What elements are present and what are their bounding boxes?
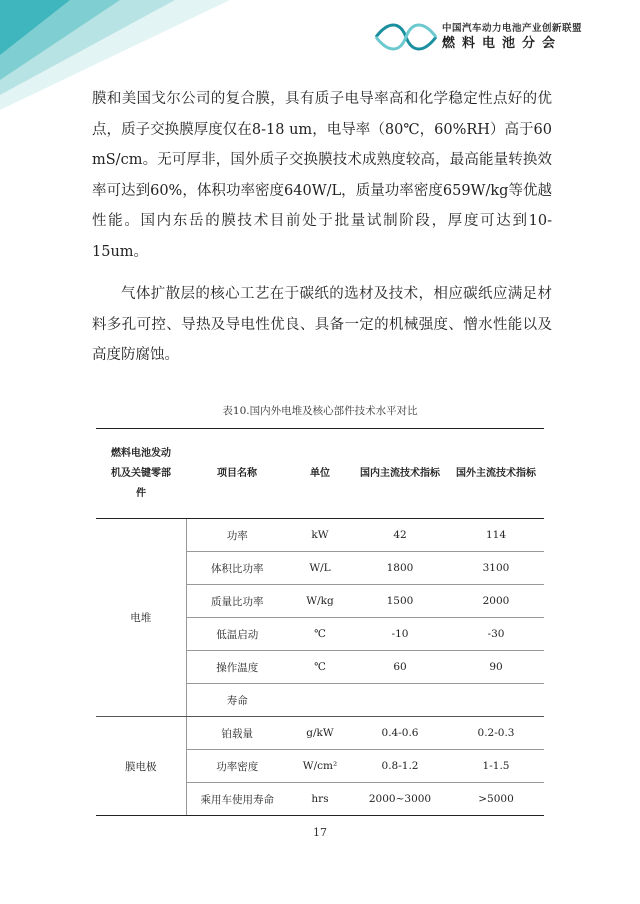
foreign-cell: 0.2-0.3 <box>448 717 544 750</box>
item-cell: 铂载量 <box>186 717 288 750</box>
item-cell: 寿命 <box>186 684 288 717</box>
logo-mark-icon <box>374 23 438 51</box>
foreign-cell: 1-1.5 <box>448 750 544 783</box>
foreign-cell: 90 <box>448 651 544 684</box>
org-name: 中国汽车动力电池产业创新联盟 <box>441 23 582 34</box>
domestic-cell: 1800 <box>352 552 448 585</box>
table-row <box>96 717 544 750</box>
item-cell: 功率密度 <box>186 750 288 783</box>
domestic-cell: 60 <box>352 651 448 684</box>
item-cell: 低温启动 <box>186 618 288 651</box>
domestic-cell: -10 <box>352 618 448 651</box>
org-branch: 燃料电池分会 <box>441 36 562 51</box>
item-cell: 体积比功率 <box>186 552 288 585</box>
group-name: 膜电极 <box>96 717 186 816</box>
header-domestic: 国内主流技术指标 <box>352 429 448 519</box>
unit-cell: W/L <box>288 552 352 585</box>
foreign-cell: 3100 <box>448 552 544 585</box>
unit-cell: g/kW <box>288 717 352 750</box>
domestic-cell: 0.4-0.6 <box>352 717 448 750</box>
unit-cell: hrs <box>288 783 352 816</box>
header-foreign: 国外主流技术指标 <box>448 429 544 519</box>
alliance-logo <box>374 22 582 52</box>
foreign-cell <box>448 684 544 717</box>
item-cell: 质量比功率 <box>186 585 288 618</box>
domestic-cell: 1500 <box>352 585 448 618</box>
paragraph-membrane: 膜和美国戈尔公司的复合膜，具有质子电导率高和化学稳定性点好的优点，质子交换膜厚度仅在8-18 um，电导率（80℃，60%RH）高于60 mS/cm。无可厚非，国外质子交换膜技术成熟度较高，最高能量转换效率可达到60%，体积功率密度640W/L，质量功率密度659W/kg等优越性能。国内东岳的膜技术目前处于批量试制阶段，厚度可达到10-15um。 <box>92 91 552 260</box>
header-unit: 单位 <box>288 429 352 519</box>
unit-cell: kW <box>288 519 352 552</box>
unit-cell: W/cm² <box>288 750 352 783</box>
header-component: 燃料电池发动机及关键零部件 <box>96 429 186 519</box>
page-number: 17 <box>313 826 327 839</box>
group-name: 电堆 <box>96 519 186 717</box>
domestic-cell: 0.8-1.2 <box>352 750 448 783</box>
foreign-cell: >5000 <box>448 783 544 816</box>
foreign-cell: 114 <box>448 519 544 552</box>
foreign-cell: -30 <box>448 618 544 651</box>
unit-cell: W/kg <box>288 585 352 618</box>
domestic-cell: 42 <box>352 519 448 552</box>
body-text <box>92 84 552 371</box>
table-caption: 表10.国内外电堆及核心部件技术水平对比 <box>222 405 418 417</box>
header-item: 项目名称 <box>186 429 288 519</box>
domestic-cell <box>352 684 448 717</box>
foreign-cell: 2000 <box>448 585 544 618</box>
unit-cell: ℃ <box>288 651 352 684</box>
table-row <box>96 519 544 552</box>
item-cell: 操作温度 <box>186 651 288 684</box>
unit-cell <box>288 684 352 717</box>
unit-cell: ℃ <box>288 618 352 651</box>
item-cell: 乘用车使用寿命 <box>186 783 288 816</box>
item-cell: 功率 <box>186 519 288 552</box>
comparison-table <box>96 428 544 816</box>
paragraph-gas-diffusion: 气体扩散层的核心工艺在于碳纸的选材及技术，相应碳纸应满足材料多孔可控、导热及导电性优良、具备一定的机械强度、憎水性能以及高度防腐蚀。 <box>92 286 552 363</box>
domestic-cell: 2000~3000 <box>352 783 448 816</box>
